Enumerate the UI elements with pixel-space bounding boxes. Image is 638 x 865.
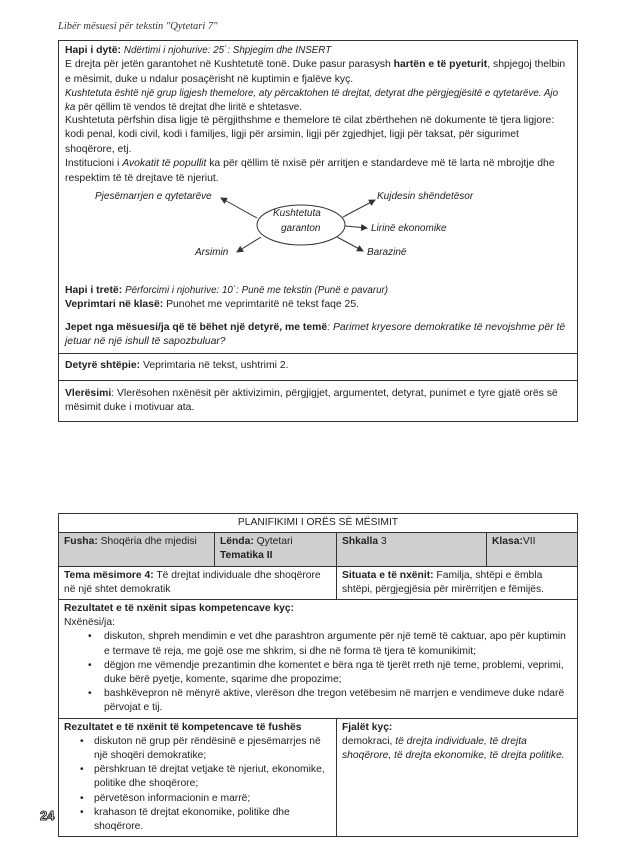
- diagram-left-top: Pjesëmarrjen e qytetarëve: [95, 190, 212, 202]
- level-label: Shkalla: [342, 536, 379, 548]
- step-two-section: [59, 41, 577, 353]
- step-two-paragraph-1: [65, 58, 571, 87]
- diagram-right-bottom: Barazinë: [367, 246, 407, 258]
- plan-level-cell: [337, 533, 487, 566]
- lesson-plan-table: [58, 513, 578, 837]
- keywords-cell: [337, 718, 578, 837]
- page-number: 24: [40, 808, 55, 823]
- subject-value: Qytetari: [256, 536, 293, 548]
- arrow-left-top: [221, 198, 257, 218]
- p4-text-b: ka për qëllim të nxisë për arritjen e standardeve më të larta në mbrojtje dhe respektim të të drejtave të njeriut.: [65, 158, 555, 184]
- field-competences-list: [64, 735, 331, 834]
- step-two-paragraph-3: Kushtetuta përfshin disa ligje të përgjithshme e themelore të cilat zbërthehen në dokumente të tjera ligjore: kodi penal, kodi civil, kodi i familjes, ligji për arsimin, ligji për zgjedhjet, ligji për taksat, për sigurimet shoqërore, etj.: [65, 115, 555, 155]
- p2-italic-text: Kushtetuta është një grup ligjesh themelore, aty përcaktohen të drejtat, detyrat dhe përgjegjësitë e qytetarëve. Ajo ka: [65, 88, 559, 113]
- diagram-center-line2: garanton: [281, 222, 321, 234]
- list-item: • krahason të drejtat ekonomike, politike dhe shoqërore.: [64, 806, 331, 834]
- key-competences-cell: [59, 600, 578, 719]
- teacher-question-label: Jepet nga mësuesi/ja që të bëhet një detyrë, me temë: [65, 321, 328, 333]
- situation-label: Situata e të nxënit:: [342, 569, 434, 581]
- constitution-diagram: [65, 190, 571, 280]
- step-three-title: Hapi i tretë:: [65, 284, 123, 296]
- page-header: Libër mësuesi për tekstin "Qytetari 7": [58, 21, 218, 32]
- homework-label: Detyrë shtëpie:: [65, 360, 141, 372]
- step-three-heading: [65, 280, 571, 298]
- situation-text: Familja, shtëpi e ëmbla shtëpi, përgjegjësia për mirërritjen e fëmijës.: [342, 569, 545, 595]
- keywords-text: [342, 735, 572, 763]
- key-competences-title: Rezultatet e të nxënit sipas kompetencave kyç:: [64, 603, 295, 615]
- diagram-center-line1: Kushtetuta: [273, 207, 321, 219]
- evaluation-text: : Vlerësohen nxënësit për aktivizimin, përgjigjet, argumentet, detyrat, punimet e tyre gjatë orës së mësimit duke i motivuar ata.: [65, 387, 558, 414]
- student-label: Nxënësi/ja:: [64, 617, 115, 629]
- field-competences-title: Rezultatet e të nxënit të kompetencave të fushës: [64, 721, 302, 733]
- evaluation-label: Vlerësimi: [65, 387, 112, 399]
- step-two-title: Hapi i dytë:: [65, 45, 122, 56]
- p1-bold-text: hartën e të pyeturit: [393, 59, 488, 71]
- topic-label: Tema mësimore 4:: [64, 569, 154, 581]
- class-activity-text: Punohet me veprimtaritë në tekst faqe 25.: [166, 299, 359, 311]
- homework-section: [59, 353, 577, 379]
- arrow-right-top: [343, 200, 375, 217]
- list-item: • dëgjon me vëmendje prezantimin dhe komentet e bëra nga të tjerët rreth një teme, problemi, veprimi, duke bërë pyetje, komente, sqarime dhe propozime;: [64, 659, 572, 687]
- plan-topic-cell: [59, 566, 337, 599]
- plan-field-cell: [59, 533, 215, 566]
- step-three-subtitle: Përforcimi i njohurive: 10`: Punë me tekstin (Punë e pavarur): [125, 284, 389, 296]
- level-value: 3: [380, 536, 387, 548]
- step-two-paragraph-2: [65, 87, 571, 114]
- subject-label: Lënda:: [220, 536, 254, 548]
- keywords-italic: të drejta individuale, të drejta shoqërore, të drejta ekonomike, të drejta politike.: [342, 735, 565, 762]
- p2-rest-text: për qëllim të vendos të drejtat dhe liritë e shtetasve.: [78, 101, 302, 113]
- p1-text-b: , shpjegoj thelbin e mësimit, duke u ndalur posaçërisht në kuptimin e fjalëve kyç.: [65, 59, 566, 85]
- class-label: Klasa:: [492, 536, 523, 548]
- plan-subject-cell: [215, 533, 337, 566]
- class-activity: [65, 298, 571, 312]
- list-item: • diskuton, shpreh mendimin e vet dhe parashtron argumente për një temë të caktuar, apo për kuptimin e termave të reja, me gojë ose me shkrim, si dhe në forma të tjera të komunikimit;: [64, 630, 572, 658]
- lesson-steps-box: [58, 40, 578, 422]
- field-label: Fusha:: [64, 536, 98, 548]
- class-activity-label: Veprimtari në klasë:: [65, 299, 164, 311]
- plan-situation-cell: [337, 566, 578, 599]
- field-competences-cell: [59, 718, 337, 837]
- p4-text-a: Institucioni i: [65, 158, 123, 170]
- p1-text-a: E drejta për jetën garantohet në Kushtetutë tonë. Duke pasur parasysh: [65, 59, 394, 71]
- key-competences-list: [64, 630, 572, 715]
- keywords-label: Fjalët kyç:: [342, 721, 393, 733]
- list-item: • diskuton në grup për rëndësinë e pjesëmarrjes në një shoqëri demokratike;: [64, 735, 331, 763]
- arrow-right-mid: [345, 226, 367, 228]
- teacher-question-text: : Parimet kryesore demokratike të nevojshme për të jetuar në një ishull të sapozbuluar?: [65, 321, 566, 347]
- p4-italic-text: Avokatit të popullit: [122, 158, 207, 170]
- list-item: • përshkruan të drejtat vetjake të njeriut, ekonomike, politike dhe shoqërore;: [64, 763, 331, 791]
- step-two-paragraph-4: [65, 157, 571, 186]
- step-two-subtitle: Ndërtimi i njohurive: 25`: Shpjegim dhe INSERT: [123, 45, 332, 56]
- homework-text: Veprimtaria në tekst, ushtrimi 2.: [142, 360, 289, 372]
- teacher-question: [65, 321, 571, 350]
- field-value: Shoqëria dhe mjedisi: [100, 536, 197, 548]
- step-two-heading: [65, 44, 571, 58]
- topic-text: Të drejtat individuale dhe shoqërore në një shtet demokratik: [64, 569, 321, 595]
- subject-theme: Tematika II: [220, 550, 273, 562]
- diagram-right-top: Kujdesin shëndetësor: [377, 190, 474, 202]
- list-item: • bashkëvepron në mënyrë aktive, vlerëson dhe tregon vetëbesim në marrjen e vendimeve duke ndarë përvojat e tij.: [64, 687, 572, 715]
- keywords-plain: demokraci,: [342, 735, 396, 747]
- diagram-right-mid: Lirinë ekonomike: [371, 222, 447, 234]
- diagram-left-bottom: Arsimin: [195, 246, 229, 258]
- evaluation-section: [59, 380, 577, 422]
- list-item: • përvetëson informacionin e marrë;: [64, 792, 331, 806]
- plan-title: PLANIFIKIMI I ORËS SË MËSIMIT: [59, 514, 578, 533]
- arrow-left-bottom: [237, 237, 261, 252]
- plan-class-cell: [487, 533, 578, 566]
- class-value: VII: [522, 536, 536, 548]
- arrow-right-bottom: [337, 237, 363, 251]
